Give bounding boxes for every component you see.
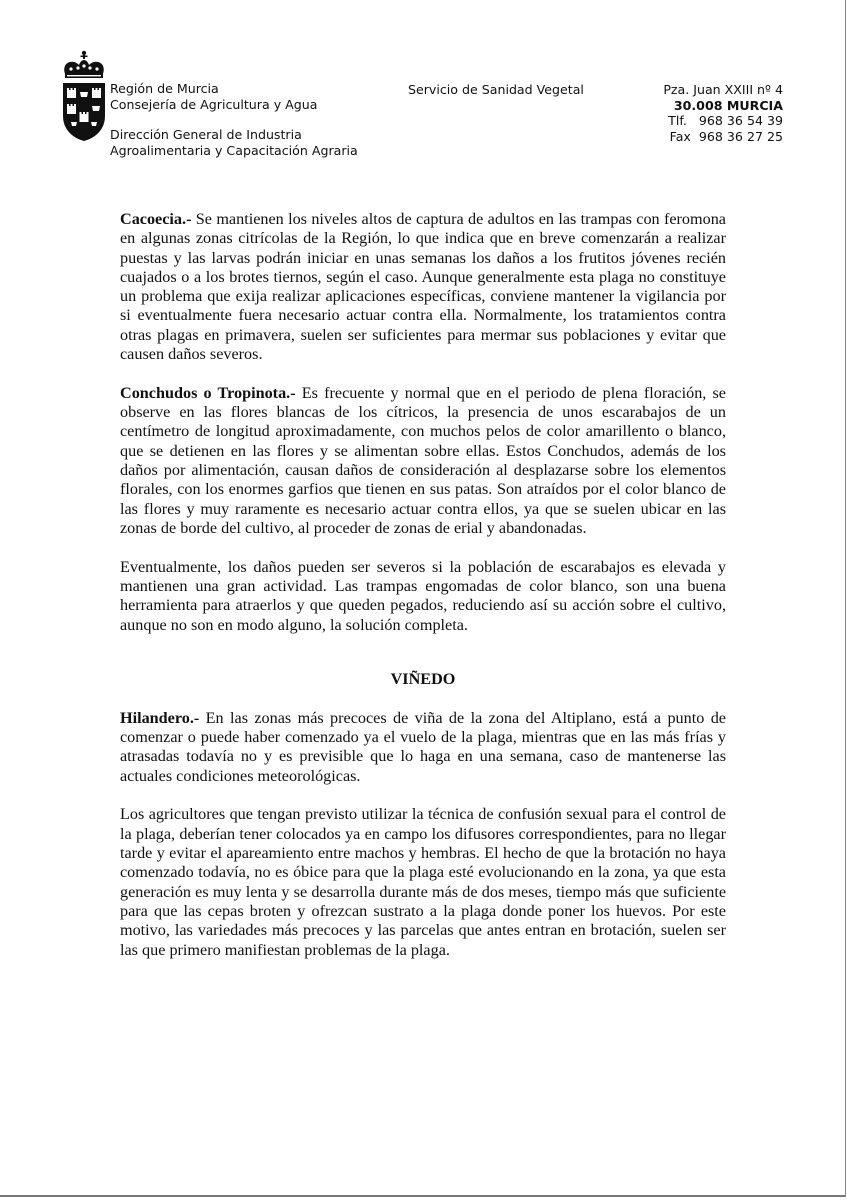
- address-street: Pza. Juan XXIII nº 4: [663, 82, 783, 97]
- directorate-line-1: Dirección General de Industria: [110, 127, 302, 142]
- paragraph-text: Eventualmente, los daños pueden ser severos si la población de escarabajos es elevada y mantienen una gran actividad. Las trampas engomadas de color blanco, son una buena herramienta para atraerlos y que queden pegados, reduciendo así su acción sobre el cultivo, aunque no son en modo alguno, la solución completa.: [120, 557, 726, 634]
- document-body: [120, 210, 726, 979]
- header-organization: [110, 81, 317, 112]
- paragraph-hilandero: [120, 709, 726, 786]
- address-fax: Fax 968 36 27 25: [669, 128, 783, 144]
- section-heading-vinedo: VIÑEDO: [390, 669, 456, 688]
- paragraph-eventualmente: [120, 558, 726, 635]
- paragraph-agricultores: [120, 805, 726, 959]
- region-name: Región de Murcia: [110, 81, 219, 96]
- paragraph-text: Los agricultores que tengan previsto utilizar la técnica de confusión sexual para el control de la plaga, deberían tener colocados ya en campo los difusores correspondientes, para no llegar tarde y evitar el apareamiento entre machos y hembras. El hecho de que la brotación no haya comenzado todavía, no es óbice para que la plaga esté evolucionando en la zona, ya que esta generación es muy lenta y se desarrolla durante más de dos meses, tiempo más que suficiente para que las cepas broten y ofrezcan sustrato a la plaga donde poner los huevos. Por este motivo, las variedades más precoces y las parcelas que antes entran en brotación, suelen ser las que primero manifiestan problemas de la plaga.: [120, 805, 726, 959]
- paragraph-text: Se mantienen los niveles altos de captura de adultos en las trampas con feromona en algunas zonas citrícolas de la Región, lo que indica que en breve comenzarán a realizar puestas y las larvas podrán iniciar en unas semanas los daños a los frutitos jóvenes recién cuajados o a los brotes tiernos, según el caso. Aunque generalmente esta plaga no constituye un problema que exija realizar aplicaciones específicas, conviene mantener la vigilancia por si eventualmente fuera necesario actuar contra ella. Normalmente, los tratamientos contra otras plagas en primavera, suelen ser suficientes para mermar sus poblaciones y evitar que causen daños severos.: [120, 210, 726, 364]
- paragraph-cacoecia: [120, 210, 726, 364]
- address-city: 30.008 MURCIA: [673, 97, 783, 113]
- header-address: [663, 82, 783, 144]
- directorate-line-2: Agroalimentaria y Capacitación Agraria: [110, 142, 358, 158]
- paragraph-text: Es frecuente y normal que en el periodo de plena floración, se observe en las flores blancas de los cítricos, la presencia de unos escarabajos de un centímetro de longitud aproximadamente, con muchos pelos de color amarillento o blanco, que se detienen en las flores y se alimentan sobre ellas. Estos Conchudos, además de los daños por alimentación, causan daños de consideración al desplazarse sobre los elementos florales, con los enormes garfios que tienen en sus patas. Son atraídos por el color blanco de las flores y muy raramente es necesario actuar contra ellos, ya que se suelen ubicar en las zonas de borde del cultivo, al proceder de zonas de erial y abandonadas.: [120, 383, 726, 537]
- section-title-hilandero: Hilandero.-: [120, 708, 200, 727]
- address-phone: Tlf. 968 36 54 39: [668, 113, 783, 128]
- paragraph-text: En las zonas más precoces de viña de la zona del Altiplano, está a punto de comenzar o puede haber comenzado ya el vuelo de la plaga, mientras que en las más frías y atrasadas todavía no y es previsible que lo haga en una semana, caso de mantenerse las actuales condiciones meteorológicas.: [120, 708, 726, 785]
- section-title-conchudos: Conchudos o Tropinota.-: [120, 383, 296, 402]
- council-name: Consejería de Agricultura y Agua: [110, 96, 318, 112]
- paragraph-conchudos: [120, 384, 726, 538]
- section-title-cacoecia: Cacoecia.-: [120, 210, 192, 228]
- header-service: Servicio de Sanidad Vegetal: [408, 82, 584, 97]
- region-murcia-coat-of-arms-icon: [59, 50, 109, 142]
- header-directorate: [110, 127, 358, 158]
